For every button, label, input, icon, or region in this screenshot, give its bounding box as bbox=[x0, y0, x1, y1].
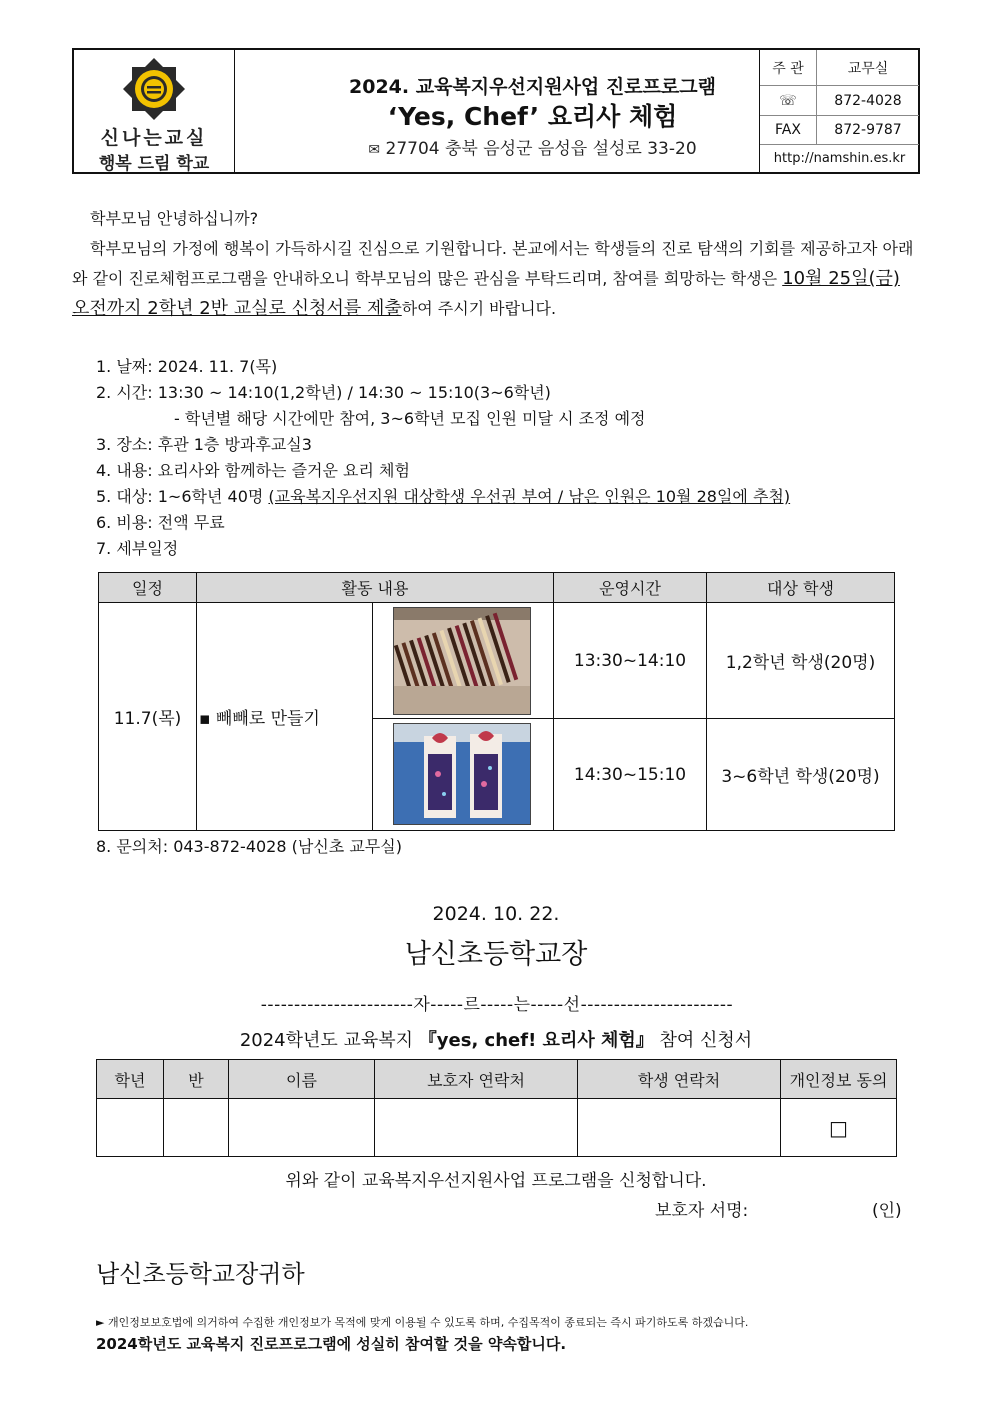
form-header-guardian-phone: 보호자 연락처 bbox=[375, 1060, 578, 1099]
school-slogan: 신나는교실 bbox=[100, 127, 208, 149]
phone-icon: ☏ bbox=[760, 86, 817, 116]
photo-cell-1 bbox=[373, 603, 554, 719]
application-form-table bbox=[96, 1059, 897, 1157]
col-header-time: 운영시간 bbox=[554, 573, 707, 603]
guardian-phone-field[interactable] bbox=[375, 1099, 578, 1157]
cut-line: -----------------------자-----르-----는-----선----------------------- bbox=[260, 995, 734, 1015]
pepero-box-image bbox=[394, 724, 530, 824]
fax-label: FAX bbox=[760, 115, 817, 145]
school-url[interactable]: http://namshin.es.kr bbox=[760, 145, 919, 172]
activity-label: ▪ 빼빼로 만들기 bbox=[197, 603, 373, 831]
phone-value: 872-4028 bbox=[817, 86, 920, 116]
school-address: ✉ 27704 충북 음성군 음성읍 설성로 33-20 bbox=[368, 139, 697, 159]
school-motto: 행복 드림 학교 bbox=[98, 154, 210, 174]
guardian-signature-label: 보호자 서명: bbox=[655, 1201, 749, 1221]
photo-cell-2 bbox=[373, 719, 554, 831]
col-header-activity: 활동 내용 bbox=[197, 573, 554, 603]
row2-time: 14:30~15:10 bbox=[554, 719, 707, 831]
date-item: 1. 날짜: 2024. 11. 7(목) bbox=[96, 357, 278, 376]
intro-body: 학부모님의 가정에 행복이 가득하시길 진심으로 기원합니다. 본교에서는 학생들의 진로 탐색의 기회를 제공하고자 아래와 같이 진로체험프로그램을 안내하오니 학부모님의 많은 관심을 부탁드리며, 참여를 희망하는 학생은 10월 25일(금) 오전까지 2학년 2반 교실로 신청서를 제출하여 주시기 바랍니다. bbox=[72, 239, 914, 319]
time-item: 2. 시간: 13:30 ~ 14:10(1,2학년) / 14:30 ~ 15:10(3~6학년) bbox=[96, 383, 551, 402]
intro-section bbox=[72, 204, 920, 324]
row1-target: 1,2학년 학생(20명) bbox=[707, 603, 895, 719]
contact-info-cell bbox=[759, 50, 919, 172]
school-logo-cell bbox=[74, 50, 235, 172]
form-header-grade: 학년 bbox=[97, 1060, 164, 1099]
form-header-class: 반 bbox=[164, 1060, 229, 1099]
issue-date: 2024. 10. 22. bbox=[432, 903, 560, 925]
row1-time: 13:30~14:10 bbox=[554, 603, 707, 719]
col-header-date: 일정 bbox=[99, 573, 197, 603]
details-list bbox=[96, 354, 926, 562]
deadline-emphasis: 10월 25일(금) 오전까지 2학년 2반 교실로 신청서를 제출 bbox=[72, 268, 900, 319]
form-header-student-phone: 학생 연락처 bbox=[578, 1060, 781, 1099]
form-title: 2024학년도 교육복지 『yes, chef! 요리사 체험』 참여 신청서 bbox=[239, 1030, 753, 1051]
mail-icon: ✉ bbox=[368, 142, 381, 158]
name-field[interactable] bbox=[229, 1099, 375, 1157]
fax-value: 872-9787 bbox=[817, 115, 920, 145]
time-note: - 학년별 해당 시간에만 참여, 3~6학년 모집 인원 미달 시 조정 예정 bbox=[174, 409, 646, 428]
principal-signature: 남신초등학교장 bbox=[404, 939, 588, 970]
seal-mark: (인) bbox=[872, 1201, 902, 1221]
schedule-date: 11.7(목) bbox=[99, 603, 197, 831]
letterhead bbox=[72, 48, 920, 174]
col-header-target: 대상 학생 bbox=[707, 573, 895, 603]
chopstick-pepero-image bbox=[394, 608, 530, 714]
program-subtitle: ‘Yes, Chef’ 요리사 체험 bbox=[387, 102, 678, 131]
dept-value: 교무실 bbox=[817, 50, 920, 86]
contact-item: 8. 문의처: 043-872-4028 (남신초 교무실) bbox=[96, 837, 402, 856]
chopstick-pepero-photo bbox=[393, 607, 531, 715]
target-item: 5. 대상: 1~6학년 40명 (교육복지우선지원 대상학생 우선권 부여 / 남은 인원은 10월 28일에 추첨) bbox=[96, 487, 791, 506]
form-header-privacy-consent: 개인정보 동의 bbox=[781, 1060, 897, 1099]
school-emblem-icon bbox=[74, 52, 234, 126]
dept-label: 주 관 bbox=[760, 50, 817, 86]
privacy-consent-checkbox[interactable]: □ bbox=[781, 1099, 897, 1157]
target-note: (교육복지우선지원 대상학생 우선권 부여 / 남은 인원은 10월 28일에 추첨) bbox=[268, 487, 791, 506]
row2-target: 3~6학년 학생(20명) bbox=[707, 719, 895, 831]
student-phone-field[interactable] bbox=[578, 1099, 781, 1157]
privacy-note: ► 개인정보보호법에 의거하여 수집한 개인정보가 목적에 맞게 이용될 수 있도록 하며, 수집목적이 종료되는 즉시 파기하도록 하겠습니다. bbox=[96, 1316, 749, 1329]
content-item: 4. 내용: 요리사와 함께하는 즐거운 요리 체험 bbox=[96, 461, 410, 480]
class-field[interactable] bbox=[164, 1099, 229, 1157]
pepero-box-photo bbox=[393, 723, 531, 825]
greeting: 학부모님 안녕하십니까? bbox=[90, 209, 259, 228]
schedule-table bbox=[98, 572, 895, 831]
schedule-label: 7. 세부일정 bbox=[96, 539, 179, 558]
apply-statement: 위와 같이 교육복지우선지원사업 프로그램을 신청합니다. bbox=[285, 1171, 707, 1191]
cost-item: 6. 비용: 전액 무료 bbox=[96, 513, 225, 532]
program-title: 2024. 교육복지우선지원사업 진로프로그램 bbox=[349, 76, 716, 98]
place-item: 3. 장소: 후관 1층 방과후교실3 bbox=[96, 435, 312, 454]
title-cell bbox=[234, 50, 831, 172]
addressee: 남신초등학교장귀하 bbox=[96, 1260, 305, 1288]
grade-field[interactable] bbox=[97, 1099, 164, 1157]
pledge-text: 2024학년도 교육복지 진로프로그램에 성실히 참여할 것을 약속합니다. bbox=[96, 1335, 567, 1353]
form-header-name: 이름 bbox=[229, 1060, 375, 1099]
contact-info-table bbox=[760, 50, 919, 172]
